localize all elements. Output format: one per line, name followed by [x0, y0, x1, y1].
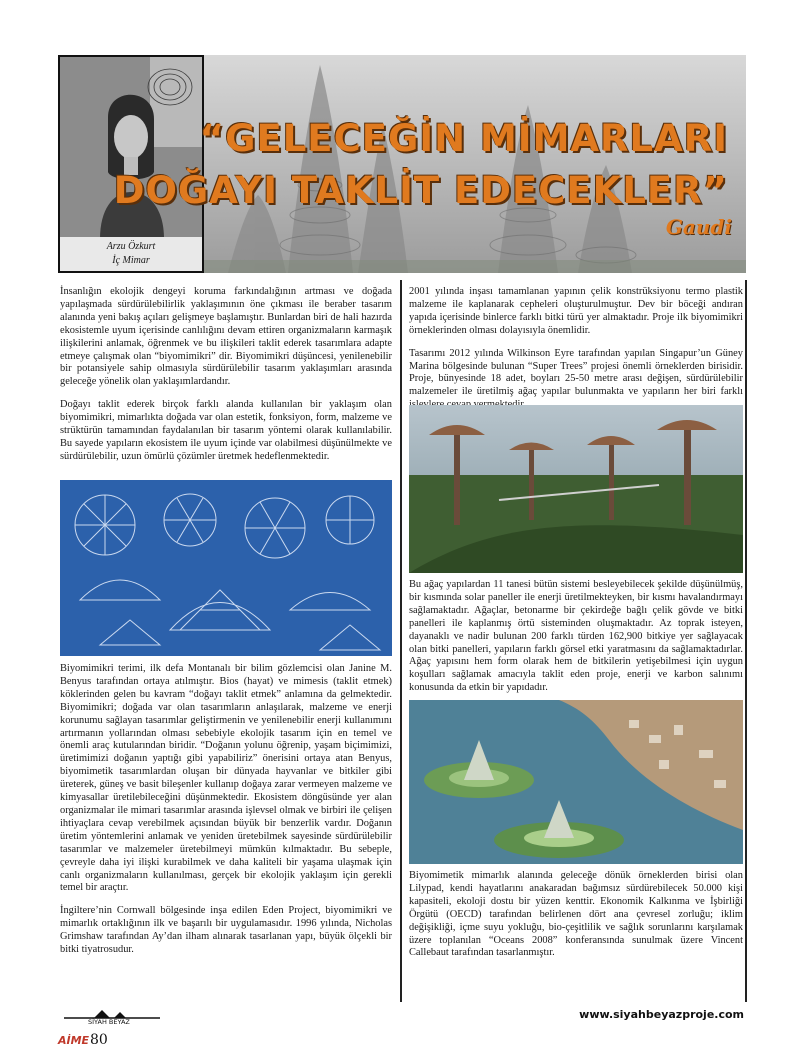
right-column-middle — [409, 579, 743, 705]
paragraph: Tasarımı 2012 yılında Wilkinson Eyre tarafından yapılan Singapur’un Güney Marina bölgesinde bulunan “Super Trees” projesi önemli örneklerden birisidir. Proje, bünyesinde 18 adet, boyları 25-50 metre arası değişen, sürdürülebilir malzemeler ile üretilmiş ağaç yapılar bulunmakta ve yapıların her biri farklı — [409, 347, 743, 398]
paragraph: 2001 yılında inşası tamamlanan yapının çelik konstrüksiyonu termo plastik malzeme ile kaplanarak cepheleri oluşturulmuştur. Dev bir böceği andıran yapıda içerisinde binlerce farklı bitki türü yer almaktadır. Proje ilk biyomimikri örneklerinden olması dolayısıyla önemlidir. — [409, 286, 743, 336]
paragraph: Biyomimikri terimi, ilk defa Montanalı bir bilim gözlemcisi olan Janine M. Benyus tarafından ortaya atılmıştır. Bios (hayat) ve mimesis (taklit etmek) köklerinden gelen bu kavram “doğayı taklit etmek” anlamına da gelmektedir. Biyomimikri; doğada var olan tasarımların anlaşılarak, malzeme ve enerji korunumu sağlayan tasarımlar geliştirmenin ve yenilenebilir enerji kullanımını artırmanın yollarından olması sebebiyle ekolojik tasarım için en temel ve önemli araç kutularından biridir. “Doğanın yolunu öğrenip, yaşam biçimimizi, üretimimizi doğanın yaptığı gibi yapabiliriz” önerisini ortaya atan Benyus, biyomimetik tasarımlardan oluşan bir dünyada hayvanlar ve bitkiler gibi üreterek, güneş ve basit bileşenler kullanıp doğaya zarar vermeyen malzeme ve kimyasallar üretilebileceğini düşünmektedir. Ekosistem döngüsünde yer alan organizmalar ile mimari tasarımlar arasında işlevsel olmak ve birbiri ile çelişen ihtiyaçlara cevap verebilmek açısından büyük bir benzerlik vardır. Doğanın üretim yöntemlerini anlamak ve yeniden üretebilmek sayesinde sürdürülebilir tasarımlar ve malzemeler üretebilmeyi mümkün kılmaktadır. Bu sebeple, çevreyle daha iyi ilişki kurabilmek ve daha kaliteli bir yaşama ulaşmak için canlı organizmaların kullanılması, gerçek bir ekolojik yaklaşım için gerekli temel bir araçtır. — [60, 663, 392, 894]
left-column — [60, 286, 392, 474]
article-header — [58, 55, 746, 273]
author-role: İç Mimar — [112, 255, 150, 266]
left-column-continued — [60, 663, 392, 967]
title-line-1: “GELECEĞİN MİMARLARI — [199, 117, 728, 160]
magazine-logo: AİME — [58, 1034, 90, 1047]
paragraph: Biyomimetik mimarlık alanında geleceğe dönük örneklerden birisi olan Lilypad, kendi hayatlarını anakaradan bağımsız sürdürebilecek 50.000 kişi kapasiteli, ekoloji dostu bir yüzen kenttir. Ekonomik Kalkınma ve İşbirliği Örgütü (OECD) tarafından belirlenen dört ana çevresel zorluğu; iklim değişikliği, içme suyu yokluğu, bio-çeşitlilik ve sağlık sorunlarını karşılamak üzere toplanılan “Oceans 2008” konferansında sunulmak üzere Vincent Callebaut tarafından tasarlanmıştır. — [409, 870, 743, 959]
right-column — [409, 286, 743, 422]
author-name: Arzu Özkurt — [106, 241, 156, 252]
logo-label: SİYAH BEYAZ — [88, 1018, 130, 1026]
article-title — [114, 113, 728, 217]
website-url[interactable]: www.siyahbeyazproje.com — [579, 1008, 744, 1021]
right-border — [745, 280, 747, 1002]
quote-author: Gaudi — [665, 215, 732, 239]
page-number: 80 — [90, 1032, 108, 1048]
right-column-bottom — [409, 870, 743, 970]
paragraph: Bu ağaç yapılardan 11 tanesi bütün sistemi besleyebilecek şekilde düşünülmüş, bir kısmında solar paneller ile enerji üretilmekteyken, bir kısmı havalandırmayı sağlamaktadır. Ağaçlar, betonarme bir çekirdeğe bağlı çelik gövde ve bitki panelleri ile kaplanmış örtü sisteminden oluşmaktadır. Az toprak isteyen, dayanaklı ve nadir bulunan 200 farklı türden 162,900 bitkiye yer sağlayacak olan bitki panelleri, yapıların farklı görsel etki yaratmasını da sağlamaktadırlar. Ağaç yapısını hem form olarak hem de bitkilerin yetişebilmesi için uygun koşulları sağlamak amacıyla taklit eden proje, enerji ve karbon salınımı konusunda da etkin bir yapıdadır. — [409, 579, 743, 694]
super-trees-photo — [409, 405, 743, 573]
paragraph: İnsanlığın ekolojik dengeyi koruma farkındalığının artması ve doğada yapılaşmada sürdürülebilirlik yaklaşımının öne çıkması ile beraber tasarım alanında yeni bakış açıları gelişmeye başlamıştır. Bunlardan biri de hali hazırda ekosistemle uyum içerisinde canlılığını devam ettiren organizmaların karmaşık ilişkilerini anlamak, öğrenmek ve bu ilişkileri taklit ederek tasarımlara adapte etmeye çalışmak olan “biyomimikri” dir. Biyomimikri düşüncesi, yenilenebilir bir potansiyele sahip olmasıyla sürdürülebilir tasarım yaklaşımları arasında geleceğe yönelik olan yaklaşımlardandır. — [60, 286, 392, 388]
lilypad-floating-city-photo — [409, 700, 743, 864]
geodesic-dome-diagram-image — [60, 480, 392, 656]
column-divider — [400, 280, 402, 1002]
title-line-2: DOĞAYI TAKLİT EDECEKLER” — [113, 169, 728, 212]
author-caption — [60, 237, 202, 271]
paragraph: İngiltere’nin Cornwall bölgesinde inşa edilen Eden Project, biyomimikri ve mimarlık ortaklığının ilk ve başarılı bir uygulamasıdır. 1996 yılında, Nicholas Grimshaw tarafından Ay’dan ilham alınarak tasarlanan yapı, büyük ölçekli bir bitki tiyatrosudur. — [60, 905, 392, 956]
paragraph: Doğayı taklit ederek birçok farklı alanda kullanılan bir yaklaşım olan biyomimikri, mimarlıkta doğada var olan estetik, fonksiyon, form, malzeme ve strüktürün tamamından faydalanılan bir tasarım yöntemi olarak kullanılabilir. Bu sayede yapıların ekosistem ile uyum içinde var olabilmesi düşünülmekte ve sürdürülebilir, uzun ömürlü çözümler üretmek hedeflenmektedir. — [60, 399, 392, 462]
